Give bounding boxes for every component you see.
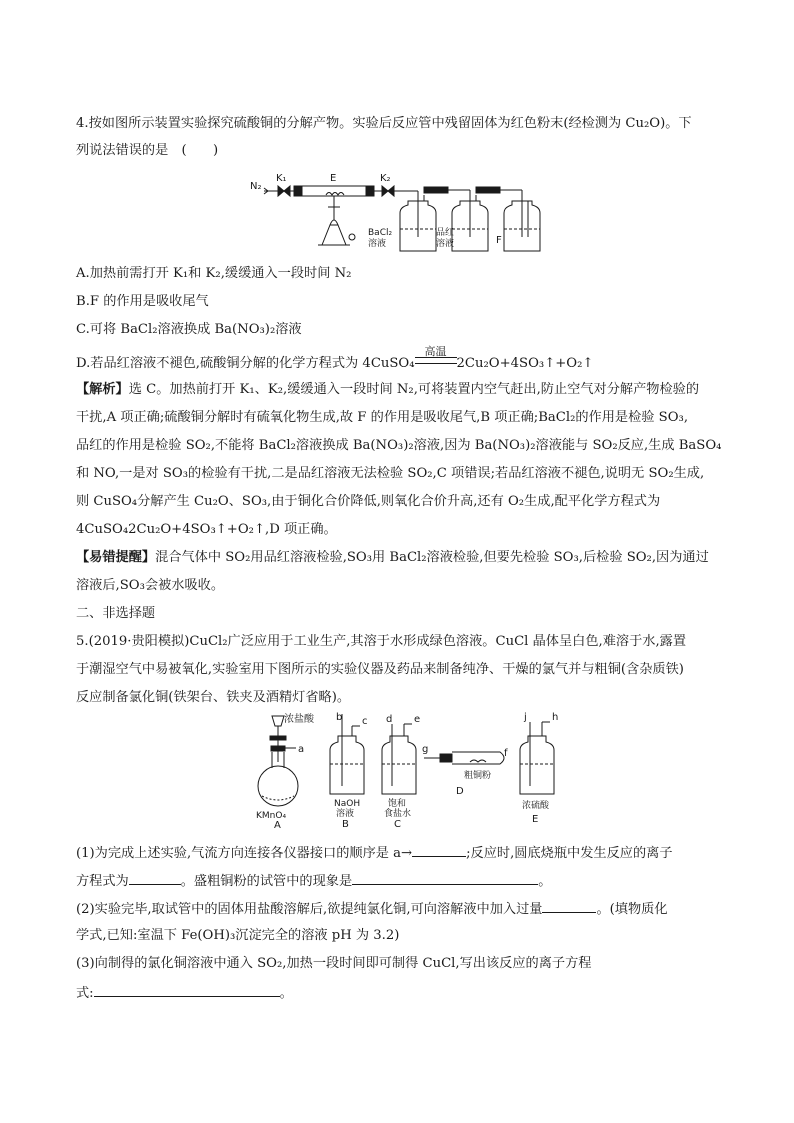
q5-part1-line2	[76, 870, 551, 892]
q5-part3-line2	[76, 982, 293, 1004]
q4-warning-line1	[76, 548, 709, 568]
fig-B-label: B	[342, 819, 349, 828]
fig-A-label: A	[274, 820, 281, 828]
fig-C-label: C	[394, 819, 401, 828]
q4-option-d-text: D.若品红溶液不褪色,硫酸铜分解的化学方程式为 4CuSO₄	[76, 356, 415, 371]
fig-k1-label: K₁	[276, 173, 287, 184]
q5-part2-line1	[76, 898, 668, 920]
fig-salt-label-2: 食盐水	[384, 809, 412, 819]
q4-option-d-products: 2Cu₂O+4SO₃↑+O₂↑	[456, 356, 594, 371]
answer-blank-5[interactable]	[94, 982, 280, 997]
analysis-tag: 【解析】	[76, 382, 129, 397]
fig-g-label: g	[422, 744, 429, 755]
q5-stem-line1: 5.(2019·贵阳模拟)CuCl₂广泛应用于工业生产,其溶于水形成绿色溶液。CuCl 晶体呈白色,难溶于水,露置	[76, 634, 687, 649]
fig-E-label: E	[532, 814, 539, 825]
answer-blank-2[interactable]	[129, 870, 181, 885]
fig-d-label: d	[386, 714, 393, 725]
fig-h2so4-label: 浓硫酸	[522, 801, 550, 811]
q4-option-a: A.加热前需打开 K₁和 K₂,缓缓通入一段时间 N₂	[76, 266, 352, 281]
q4-stem-line2: 列说法错误的是 ( )	[76, 143, 219, 158]
fig-e-label: e	[414, 714, 421, 725]
q5-stem-line3: 反应制备氯化铜(铁架台、铁夹及酒精灯省略)。	[76, 690, 351, 705]
q5-part3-line1: (3)向制得的氯化铜溶液中通入 SO₂,加热一段时间即可制得 CuCl,写出该反应的离子方程	[76, 956, 592, 971]
fig-b-label: b	[336, 712, 343, 723]
fig-c-label: c	[362, 716, 368, 727]
q4-option-c: C.可将 BaCl₂溶液换成 Ba(NO₃)₂溶液	[76, 322, 302, 337]
fig-k2-label: K₂	[380, 173, 391, 184]
analysis-text-1: 选 C。加热前打开 K₁、K₂,缓缓通入一段时间 N₂,可将装置内空气赶出,防止空气对分解产物检验的	[128, 382, 700, 397]
fig-D-label: D	[456, 786, 464, 797]
fig-h-label: h	[552, 712, 559, 723]
q4-analysis-line5: 则 CuSO₄分解产生 Cu₂O、SO₃,由于铜化合价降低,则氧化合价升高,还有 O₂生成,配平化学方程式为	[76, 494, 661, 509]
q4-analysis-line3: 品红的作用是检验 SO₂,不能将 BaCl₂溶液换成 Ba(NO₃)₂溶液,因为 Ba(NO₃)₂溶液能与 SO₂反应,生成 BaSO₄	[76, 438, 722, 453]
q4-stem-line1: 4.按如图所示装置实验探究硫酸铜的分解产物。实验后反应管中残留固体为红色粉末(经检测为 Cu₂O)。下	[76, 116, 692, 131]
q5-part3-text-b: 。	[279, 986, 293, 1001]
answer-blank-4[interactable]	[542, 898, 596, 913]
q5-part2-text-b: 。(填物质化	[596, 902, 668, 917]
q4-apparatus-figure	[248, 165, 568, 255]
q5-part2-line2: 学式,已知:室温下 Fe(OH)₃沉淀完全的溶液 pH 为 3.2)	[76, 928, 400, 943]
fig-j-label: j	[524, 712, 527, 723]
answer-blank-1[interactable]	[412, 842, 466, 857]
q5-stem-line2: 于潮湿空气中易被氧化,实验室用下图所示的实验仪器及药品来制备纯净、干燥的氯气并与粗铜(含杂质铁)	[76, 662, 684, 677]
fig-pinhong-label-2: 溶液	[436, 239, 455, 249]
q5-part3-text-a: 式:	[76, 986, 94, 1001]
answer-blank-3[interactable]	[352, 870, 538, 885]
q5-part2-text-a: (2)实验完毕,取试管中的固体用盐酸溶解后,欲提纯氯化铜,可向溶解液中加入过量	[76, 902, 543, 917]
warning-text-1: 混合气体中 SO₂用品红溶液检验,SO₃用 BaCl₂溶液检验,但要先检验 SO₃,后检验 SO₂,因为通过	[155, 550, 709, 565]
reaction-condition	[415, 345, 457, 374]
fig-hcl-label: 浓盐酸	[284, 714, 314, 725]
q4-analysis-line6: 4CuSO₄2Cu₂O+4SO₃↑+O₂↑,D 项正确。	[76, 522, 337, 537]
section-heading: 二、非选择题	[76, 606, 156, 621]
warning-tag: 【易错提醒】	[76, 550, 156, 565]
q4-warning-line2: 溶液后,SO₃会被水吸收。	[76, 578, 225, 593]
q5-part1-text-b: ;反应时,圆底烧瓶中发生反应的离子	[466, 846, 673, 861]
fig-bacl2-label-2: 溶液	[368, 239, 387, 249]
q4-option-d	[76, 345, 594, 374]
q4-analysis-line2: 干扰,A 项正确;硫酸铜分解时有硫氧化物生成,故 F 的作用是吸收尾气,B 项正确;BaCl₂的作用是检验 SO₃,	[76, 410, 689, 425]
q5-apparatus-figure	[238, 712, 568, 828]
q5-part1-text-d: 。盛粗铜粉的试管中的现象是	[180, 874, 353, 889]
q5-part1-text-a: (1)为完成上述实验,气流方向连接各仪器接口的顺序是 a→	[76, 846, 413, 861]
q5-part1-text-c: 方程式为	[76, 874, 129, 889]
q4-analysis-line1	[76, 380, 699, 400]
fig-kmno4-label: KMnO₄	[256, 811, 287, 821]
fig-pinhong-label: 品红	[436, 228, 455, 238]
fig-e-label: E	[330, 173, 337, 184]
fig-salt-label: 饱和	[388, 799, 407, 809]
fig-a-label: a	[298, 744, 305, 755]
fig-cu-label: 粗铜粉	[464, 771, 492, 781]
reaction-condition-label: 高温	[424, 345, 447, 358]
fig-naoh-label: NaOH	[334, 799, 361, 809]
fig-bacl2-label: BaCl₂	[368, 228, 393, 238]
fig-f-label: f	[504, 748, 508, 759]
q5-part1-text-e: 。	[538, 874, 552, 889]
fig-f-label: F	[496, 235, 502, 246]
q4-analysis-line4: 和 NO,一是对 SO₃的检验有干扰,二是品红溶液无法检验 SO₂,C 项错误;若品红溶液不褪色,说明无 SO₂生成,	[76, 466, 705, 481]
q4-option-b: B.F 的作用是吸收尾气	[76, 294, 209, 309]
q5-part1-line1	[76, 842, 673, 864]
fig-naoh-label-2: 溶液	[336, 809, 355, 819]
fig-n2-label: N₂	[250, 181, 262, 192]
